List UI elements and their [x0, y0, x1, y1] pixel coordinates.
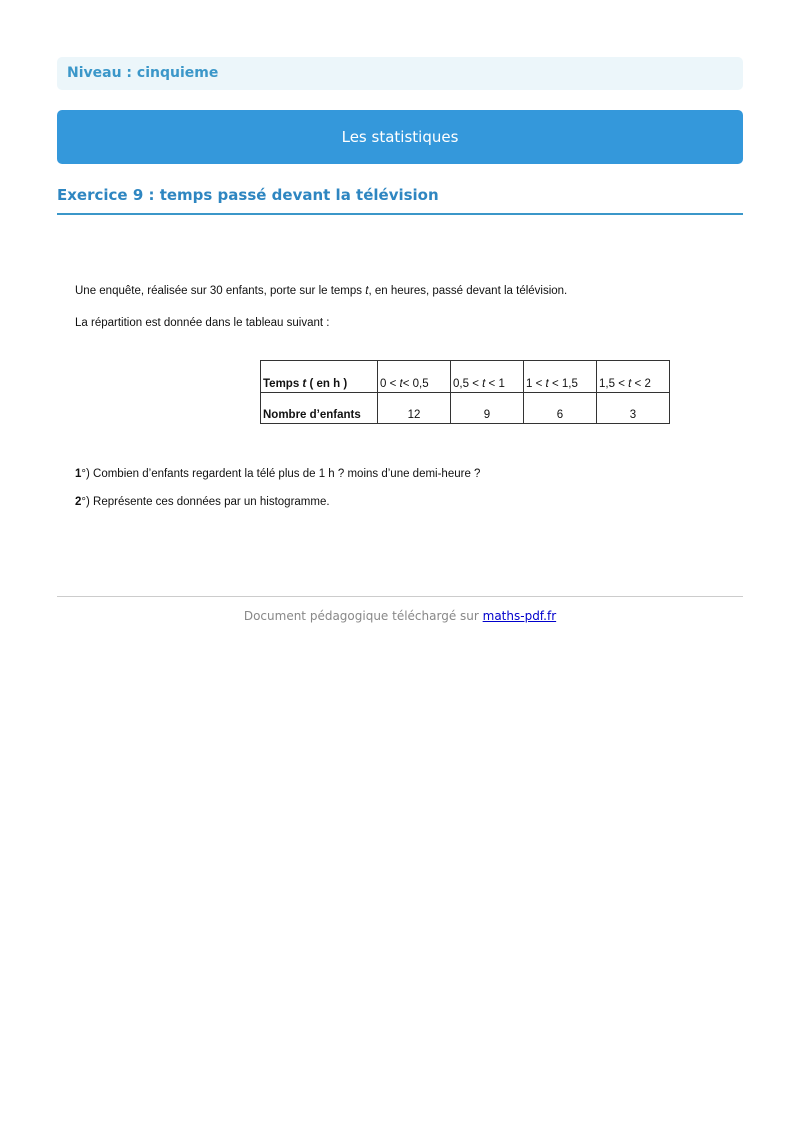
header-text: Temps	[263, 378, 303, 390]
table-cell-count: 6	[524, 393, 597, 424]
question-number: 2	[75, 496, 82, 508]
interval-low: 1	[526, 378, 533, 390]
interval-high: 2	[644, 378, 651, 390]
variable-t: t	[302, 378, 307, 390]
exercise-title: Exercice 9 : temps passé devant la télévision	[57, 184, 743, 215]
table-cell-interval	[524, 361, 597, 393]
intro-line-2: La répartition est donnée dans le tableau suivant :	[75, 317, 330, 329]
lt-sign: <	[618, 378, 625, 390]
lt-sign: <	[488, 378, 496, 390]
variable-t: t	[545, 378, 549, 390]
interval-high: 1	[498, 378, 505, 390]
topic-title: Les statistiques	[341, 128, 459, 146]
intro-text: Une enquête, réalisée sur 30 enfants, porte sur le temps	[75, 285, 366, 297]
question-1	[75, 468, 480, 480]
lt-sign: <	[551, 378, 559, 390]
lt-sign: <	[535, 378, 543, 390]
footer-text: Document pédagogique téléchargé sur	[243, 609, 483, 623]
footer-divider	[57, 596, 743, 597]
topic-banner	[57, 110, 743, 164]
footer	[57, 609, 743, 623]
variable-t: t	[482, 378, 486, 390]
table-cell-count: 9	[451, 393, 524, 424]
footer-link[interactable]: maths-pdf.fr	[482, 609, 557, 623]
frequency-table	[260, 360, 670, 424]
table-cell-count: 3	[597, 393, 670, 424]
table-row-count	[261, 393, 670, 424]
header-text: ( en h )	[306, 378, 348, 390]
variable-t: t	[628, 378, 632, 390]
table-row-time	[261, 361, 670, 393]
table-header-count: Nombre d’enfants	[261, 393, 378, 424]
table-header-time	[261, 361, 378, 393]
intro-line-1	[75, 285, 567, 297]
lt-sign: <	[634, 378, 642, 390]
intro-text: , en heures, passé devant la télévision.	[368, 285, 568, 297]
variable-t: t	[365, 285, 369, 297]
interval-low: 0,5	[453, 378, 469, 390]
table-cell-count: 12	[378, 393, 451, 424]
lt-sign: <	[402, 378, 410, 390]
interval-high: 0,5	[412, 378, 429, 390]
variable-t: t	[399, 378, 403, 390]
question-2	[75, 496, 330, 508]
interval-low: 0	[380, 378, 387, 390]
interval-low: 1,5	[599, 378, 615, 390]
table-cell-interval	[378, 361, 451, 393]
lt-sign: <	[389, 378, 397, 390]
level-banner	[57, 57, 743, 90]
table-cell-interval	[597, 361, 670, 393]
question-text: °) Représente ces données par un histogramme.	[81, 496, 330, 508]
question-number: 1	[75, 468, 82, 480]
lt-sign: <	[472, 378, 479, 390]
question-text: °) Combien d’enfants regardent la télé plus de 1 h ? moins d’une demi-heure ?	[81, 468, 481, 480]
level-label: Niveau : cinquieme	[67, 65, 219, 81]
interval-high: 1,5	[561, 378, 578, 390]
table-cell-interval	[451, 361, 524, 393]
